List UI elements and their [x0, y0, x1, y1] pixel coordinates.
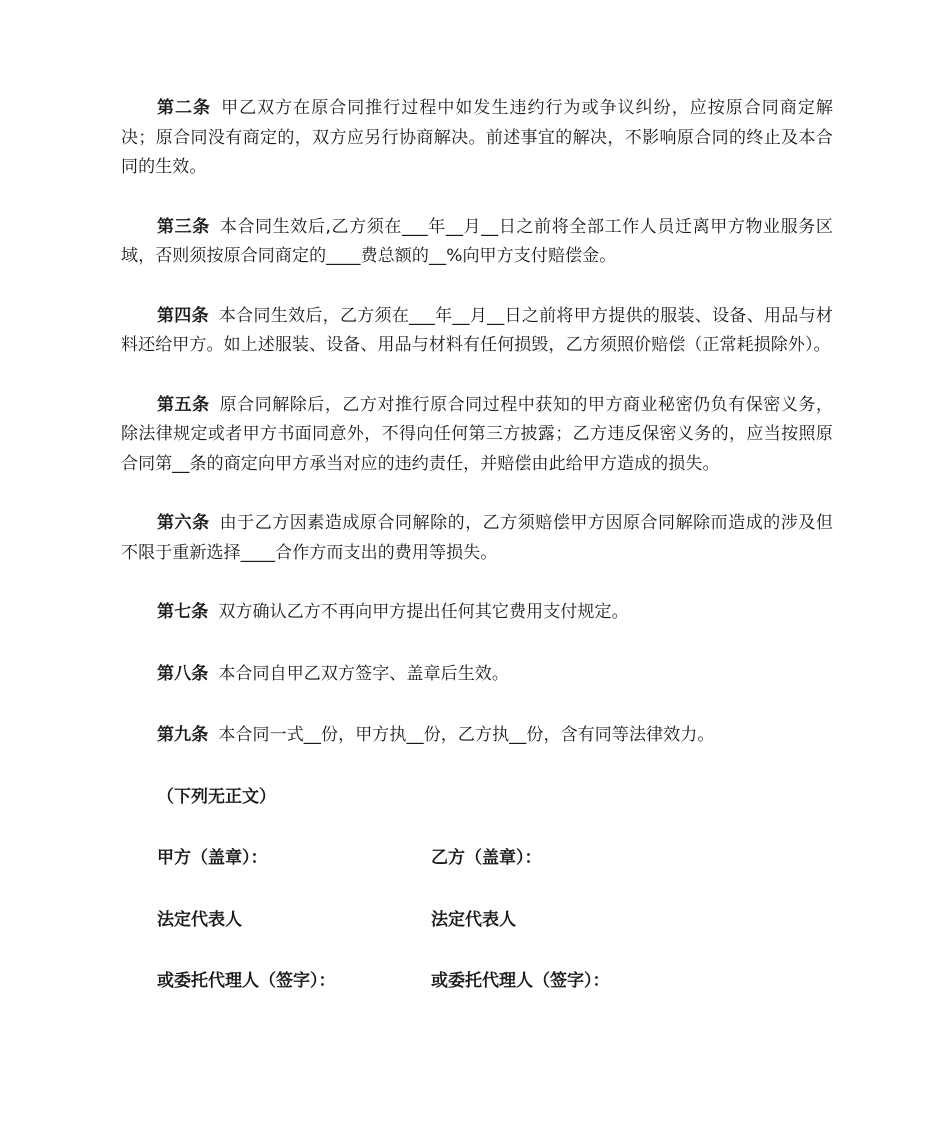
clause-text: 本合同生效后，乙方须在___年__月__日之前将甲方提供的服装、设备、用品与材料还给甲方。如上述服装、设备、用品与材料有任何损毁，乙方须照价赔偿（正常耗损除外）。 [121, 305, 833, 355]
clause-number: 第八条 [157, 663, 209, 684]
clause-5 [121, 391, 833, 480]
clause-4 [121, 302, 833, 361]
clause-9 [121, 721, 833, 751]
clause-number: 第七条 [157, 602, 209, 622]
clause-number: 第五条 [157, 394, 210, 415]
no-further-text-note: （下列无正文） [157, 786, 276, 807]
signature-row-seal [157, 844, 833, 874]
clause-text: 本合同生效后,乙方须在___年__月__日之前将全部工作人员迁离甲方物业服务区域，否则须按原合同商定的____费总额的__%向甲方支付赔偿金。 [121, 216, 833, 266]
party-a-representative-label: 法定代表人 [157, 909, 242, 930]
clause-text: 双方确认乙方不再向甲方提出任何其它费用支付规定。 [218, 602, 629, 622]
signature-row-agent [157, 967, 833, 997]
clause-number: 第九条 [157, 725, 209, 745]
party-b-agent-label: 或委托代理人（签字）： [431, 971, 610, 991]
party-b-representative-label: 法定代表人 [431, 909, 516, 930]
clause-number: 第三条 [157, 216, 210, 237]
clause-number: 第二条 [157, 98, 212, 118]
clause-text: 原合同解除后，乙方对推行原合同过程中获知的甲方商业秘密仍负有保密义务，除法律规定或者甲方书面同意外，不得向任何第三方披露；乙方违反保密义务的，应当按照原合同第__条的商定向甲方承当对应的违约责任，并赔偿由此给甲方造成的损失。 [121, 394, 833, 474]
party-a-agent-label: 或委托代理人（签字）： [157, 971, 336, 991]
clause-text: 甲乙双方在原合同推行过程中如发生违约行为或争议纠纷，应按原合同商定解决；原合同没有商定的，双方应另行协商解决。前述事宜的解决，不影响原合同的终止及本合同的生效。 [121, 98, 833, 177]
party-a-seal-label: 甲方（盖章）： [157, 848, 268, 868]
clause-text: 本合同自甲乙双方签字、盖章后生效。 [218, 663, 510, 684]
party-b-seal-label: 乙方（盖章）： [431, 848, 542, 868]
contract-page [121, 94, 833, 1029]
clause-8 [121, 660, 833, 690]
clause-3 [121, 213, 833, 272]
clause-text: 本合同一式__份，甲方执__份，乙方执__份，含有同等法律效力。 [218, 725, 715, 745]
signature-row-representative [157, 906, 833, 936]
clause-text: 由于乙方因素造成原合同解除的，乙方须赔偿甲方因原合同解除而造成的涉及但不限于重新选择____合作方而支出的费用等损失。 [121, 513, 833, 563]
clause-2 [121, 94, 833, 183]
clause-number: 第六条 [157, 513, 210, 533]
clause-7 [121, 598, 833, 628]
clause-number: 第四条 [157, 305, 209, 326]
clause-6 [121, 509, 833, 568]
